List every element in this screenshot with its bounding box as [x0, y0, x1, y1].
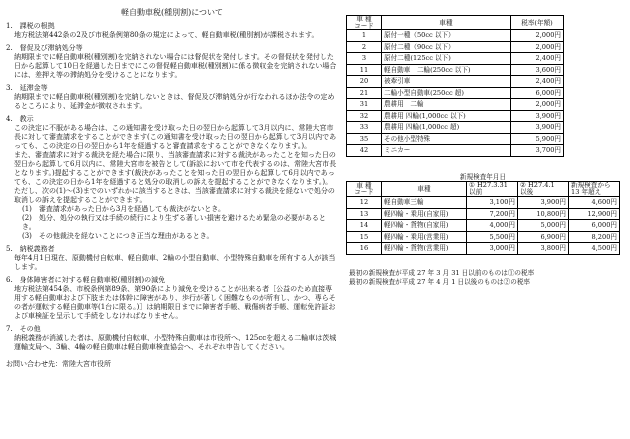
section-heading: 3. 延滞金等 [6, 84, 48, 92]
cell-name: 原付二種(125cc 以下) [382, 53, 511, 65]
cell-amount: 5,900円 [511, 133, 564, 145]
table-row [347, 30, 564, 42]
cell-name: 軽自動車 二輪(250cc 以下) [382, 64, 511, 76]
cell-name: ミニカー [382, 145, 511, 157]
table-row [347, 243, 620, 255]
cell-amount: 2,400円 [511, 53, 564, 65]
header-code: 車 種 コード [347, 16, 382, 30]
cell-name: 軽四輪・貨物(自家用) [382, 220, 467, 232]
document-title: 軽自動車税(種別割)について [120, 8, 224, 17]
condition-item: (1) 審査請求があった日から3月を経過しても裁決がないとき。 [22, 205, 226, 213]
light-vehicle-table [346, 181, 620, 255]
section-body [6, 334, 338, 352]
table-row [347, 208, 620, 220]
table-row [347, 41, 564, 53]
cell-c1: 5,500円 [467, 231, 518, 243]
cell-name: 軽自動車三輪 [382, 197, 467, 209]
cell-name: 原付二種（90cc 以下） [382, 41, 511, 53]
cell-amount: 2,000円 [511, 30, 564, 42]
sections [6, 22, 338, 352]
cell-code: 12 [347, 197, 382, 209]
cell-name: 農耕用 四輪(1,000cc 超) [382, 122, 511, 134]
section [6, 325, 338, 352]
explanation-column [6, 8, 338, 369]
cell-amount: 2,000円 [511, 99, 564, 111]
cell-name: 軽四輪・乗用(自家用) [382, 208, 467, 220]
header-after: ② H27.4.1 以後 [518, 182, 569, 197]
section [6, 84, 338, 111]
cell-amount: 2,400円 [511, 76, 564, 88]
condition-item: (2) 処分、処分の執行又は手続の続行により生ずる著しい損害を避けるため緊急の必要があるとき。 [22, 214, 326, 231]
table-row [347, 122, 564, 134]
cell-code: 32 [347, 110, 382, 122]
table-row [347, 197, 620, 209]
cell-name: その他小型特殊 [382, 133, 511, 145]
section-paragraph: 地方税法第442条の2及び市税条例第80条の規定によって、軽自動車税(種別割)が課税されます。 [14, 31, 319, 39]
section-paragraph: 納期限までに軽自動車税(種別割)を完納されない場合には督促状を発付します。その督促状を発付した日から起算して10日を経過した日までにこの督促軽自動車税(種別割)に係る徴収金を完納されない場合には、差押え等の滞納処分を受けることになります。 [14, 53, 337, 79]
section-heading: 4. 教示 [6, 115, 34, 123]
section [6, 245, 338, 272]
section-paragraph: 地方税法第454条、市税条例第89条、第90条により減免を受けることが出来る者［公益のため直接専用する軽自動車および下肢または体幹に障害があり、歩行が著しく困難なものが所有し、かつ、専らその者が運転する軽自動車等(1台に限る。)］は納期限日までに障害者手帳、戦傷病者手帳、運転免許証および車検証を呈示して手続をしなければなりません。 [14, 285, 336, 320]
header-rate: 税率(年額) [511, 16, 564, 30]
table-row [347, 76, 564, 88]
header-code: 車 種 コード [347, 182, 382, 197]
table-row [347, 145, 564, 157]
cell-code: 31 [347, 99, 382, 111]
cell-code: 13 [347, 208, 382, 220]
cell-amount: 2,000円 [511, 41, 564, 53]
cell-code: 3 [347, 53, 382, 65]
table-row [347, 231, 620, 243]
cell-code: 42 [347, 145, 382, 157]
condition-list [14, 205, 338, 241]
cell-name: 農耕用 二輪 [382, 99, 511, 111]
header-before: ① H27.3.31 以前 [467, 182, 518, 197]
cell-code: 11 [347, 64, 382, 76]
cell-c3: 4,500円 [569, 243, 620, 255]
cell-code: 33 [347, 122, 382, 134]
table-row [347, 220, 620, 232]
cell-amount: 3,700円 [511, 145, 564, 157]
cell-name: 軽四輪・乗用(営業用) [382, 231, 467, 243]
section-heading: 1. 課税の根拠 [6, 22, 55, 30]
section-paragraph: また、審査請求に対する裁決を経た場合に限り、当該審査請求に対する裁決があったことを知った日の翌日から起算して6月以内に、常陸大宮市を被告として(訴訟において市を代表するのは、常陸大宮市長となります。)提起することができます(裁決があったことを知った日の翌日から起算して6月以内であっても、この決定の日から1年を経過すると処分の取消しの訴えを提起することができなくなります。)。ただし、次の(1)～(3)までのいずれかに該当するときは、当該審査請求に対する裁決を経ないで処分の取消しの訴えを提起することができます。 [14, 151, 337, 204]
table-row [347, 110, 564, 122]
section-body [6, 254, 338, 272]
section-paragraph: この決定に不服がある場合は、この通知書を受け取った日の翌日から起算して3月以内に、常陸大宮市長に対して審査請求をすることができます(この通知書を受け取った日の翌日から起算して3月以内であっても、この決定の日の翌日から1年を経過すると審査請求をすることができなくなります。)。 [14, 124, 337, 150]
cell-code: 2 [347, 41, 382, 53]
note-line: 最初の新規検査が平成 27 年 4 月 1 日以後のものは②の税率 [349, 278, 531, 286]
cell-name: 軽四輪・貨物(営業用) [382, 243, 467, 255]
cell-c2: 3,800円 [518, 243, 569, 255]
note-line: 最初の新規検査が平成 27 年 3 月 31 日以前のものは①の税率 [349, 269, 535, 277]
cell-amount: 3,900円 [511, 110, 564, 122]
table-row [347, 53, 564, 65]
section-body [6, 53, 338, 80]
header-vehicle: 車種 [382, 16, 511, 30]
section-heading: 2. 督促及び滞納処分等 [6, 44, 83, 52]
table-row [347, 133, 564, 145]
section-heading: 7. その他 [6, 325, 41, 333]
cell-c3: 6,000円 [569, 220, 620, 232]
header-13years: 新規検査から 13 年超え [569, 182, 620, 197]
cell-code: 15 [347, 231, 382, 243]
section [6, 276, 338, 321]
cell-code: 21 [347, 87, 382, 99]
section-paragraph: 納期限までに軽自動車税(種別割)を完納しないときは、督促及び滞納処分が行なわれるほか法令の定めるところにより、延滞金が徴収されます。 [14, 93, 335, 110]
table-row [347, 87, 564, 99]
cell-c2: 5,000円 [518, 220, 569, 232]
table-row [347, 64, 564, 76]
table-row [347, 99, 564, 111]
cell-c1: 3,000円 [467, 243, 518, 255]
header-vehicle: 車種 [382, 182, 467, 197]
cell-name: 農耕用 四輪(1,000cc 以下) [382, 110, 511, 122]
cell-c3: 8,200円 [569, 231, 620, 243]
tax-rate-table [346, 15, 564, 157]
section-body [6, 93, 338, 111]
cell-c1: 7,200円 [467, 208, 518, 220]
rate-notes [349, 269, 534, 287]
cell-c2: 10,800円 [518, 208, 569, 220]
section [6, 44, 338, 80]
cell-code: 14 [347, 220, 382, 232]
cell-amount: 3,600円 [511, 64, 564, 76]
cell-name: 被牽引車 [382, 76, 511, 88]
cell-c2: 6,900円 [518, 231, 569, 243]
section [6, 115, 338, 241]
section-heading: 6. 身体障害者に対する軽自動車税(種別割)の減免 [6, 276, 166, 284]
cell-c1: 4,000円 [467, 220, 518, 232]
cell-c3: 4,600円 [569, 197, 620, 209]
cell-c2: 3,900円 [518, 197, 569, 209]
cell-c1: 3,100円 [467, 197, 518, 209]
cell-name: 二輪小型自動車(250cc 超) [382, 87, 511, 99]
cell-c3: 12,900円 [569, 208, 620, 220]
condition-item: (3) その他裁決を経ないことにつき正当な理由があるとき。 [22, 232, 214, 240]
section-body [6, 31, 338, 40]
cell-name: 原付一種（50cc 以下） [382, 30, 511, 42]
inspection-date-caption: 新規検査年月日 [459, 173, 507, 181]
cell-code: 1 [347, 30, 382, 42]
section [6, 22, 338, 40]
section-paragraph: 納税義務が消滅した者は、原動機付自転車、小型特殊自動車は市役所へ、125ccを超える二輪車は茨城運輸支局へ、3輪、4輪の軽自動車は軽自動車検査協会へ、それぞれ申告してください。 [14, 334, 337, 351]
section-body [6, 285, 338, 321]
cell-amount: 6,000円 [511, 87, 564, 99]
cell-code: 16 [347, 243, 382, 255]
contact-line: お問い合わせ先：常陸大宮市役所 [6, 360, 111, 368]
section-paragraph: 毎年4月1日現在、原動機付自転車、軽自動車、2輪の小型自動車、小型特殊自動車を所有する人が該当します。 [14, 254, 336, 271]
cell-amount: 3,900円 [511, 122, 564, 134]
section-body [6, 124, 338, 241]
cell-code: 20 [347, 76, 382, 88]
cell-code: 35 [347, 133, 382, 145]
section-heading: 5. 納税義務者 [6, 245, 55, 253]
